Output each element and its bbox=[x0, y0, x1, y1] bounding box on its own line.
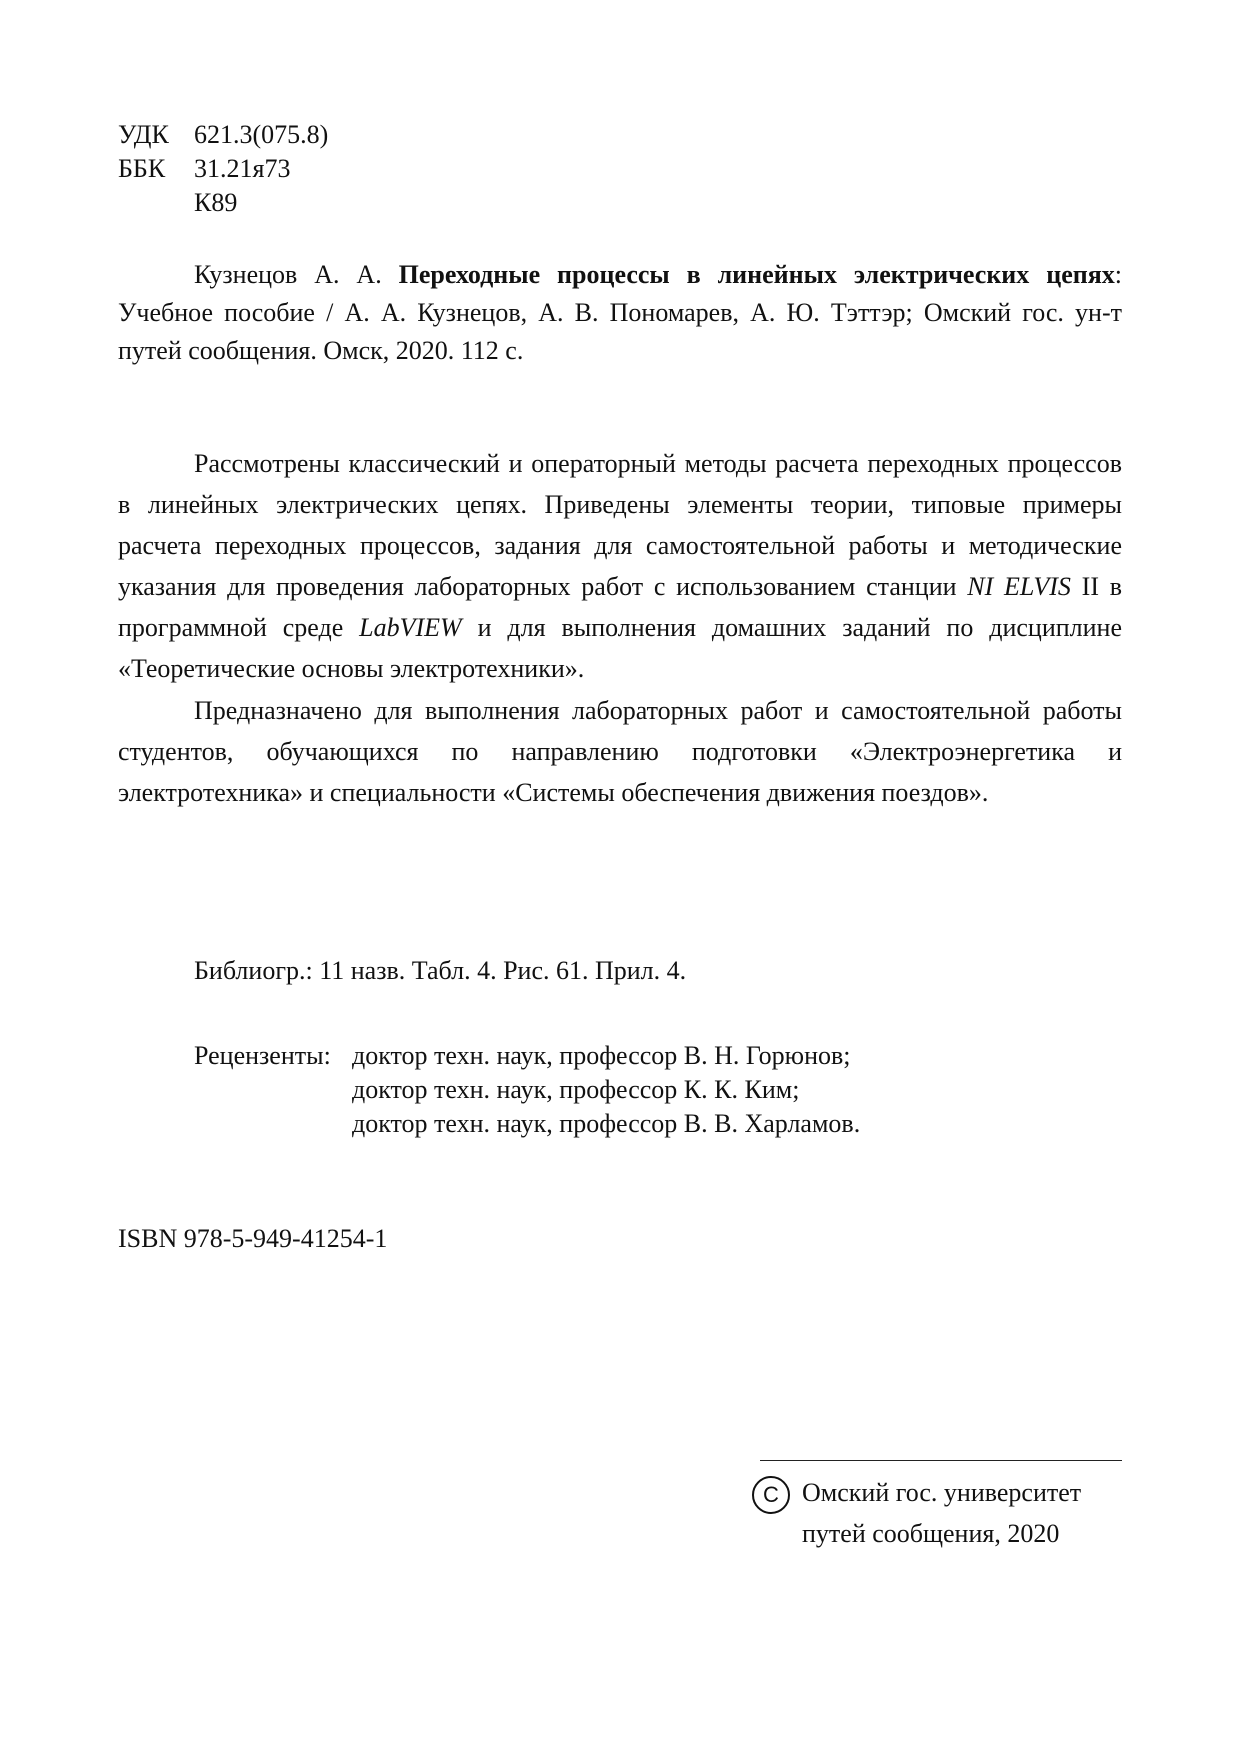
reviewer-item: доктор техн. наук, профессор В. В. Харламов. bbox=[352, 1109, 861, 1138]
annotation bbox=[118, 443, 1122, 813]
reviewers-block bbox=[194, 1039, 860, 1141]
classification-indices bbox=[118, 118, 328, 220]
bibliographic-record bbox=[118, 256, 1122, 370]
isbn: ISBN 978-5-949-41254-1 bbox=[118, 1224, 388, 1253]
reviewers-list bbox=[352, 1039, 860, 1141]
record-title: Переходные процессы в линейных электрических цепях bbox=[398, 260, 1115, 289]
record-details: : Учебное пособие / А. А. Кузнецов, А. В. Пономарев, А. Ю. Тэттэр; Омский гос. ун-т путей сообщения. Омск, 2020. 112 с. bbox=[118, 260, 1123, 365]
copyright-divider bbox=[760, 1460, 1122, 1461]
reviewer-item: доктор техн. наук, профессор К. К. Ким; bbox=[352, 1075, 800, 1104]
annotation-text: Рассмотрены классический и операторный методы расчета переходных процессов в линейных электрических цепях. Приведены элементы теории, типовые примеры расчета переходных процессов, задания для самостоятельной работы и методические указания для проведения лабораторных работ с использованием станции bbox=[118, 449, 1122, 601]
annotation-paragraph-1 bbox=[118, 443, 1122, 689]
bbk-value: 31.21я73 bbox=[194, 154, 291, 183]
bbk-row bbox=[118, 152, 328, 186]
annotation-paragraph-2: Предназначено для выполнения лабораторных работ и самостоятельной работы студентов, обучающихся по направлению подготовки «Электроэнергетика и электротехника» и специальности «Системы обеспечения движения поездов». bbox=[118, 696, 1122, 807]
udk-value: 621.3(075.8) bbox=[194, 120, 329, 149]
labview-term: LabVIEW bbox=[359, 613, 462, 642]
udk-row bbox=[118, 118, 328, 152]
udk-label: УДК bbox=[118, 120, 169, 149]
copyright-line-2: путей сообщения, 2020 bbox=[802, 1519, 1060, 1548]
record-author: Кузнецов А. А. bbox=[194, 260, 399, 289]
annotation-text: и для выполнения домашних заданий по дисциплине «Теоретические основы электротехники». bbox=[118, 613, 1122, 683]
copyright-icon: C bbox=[752, 1476, 790, 1514]
copyright-line-1: Омский гос. университет bbox=[802, 1478, 1082, 1507]
bbk-label: ББК bbox=[118, 154, 166, 183]
reviewer-item: доктор техн. наук, профессор В. Н. Горюнов; bbox=[352, 1041, 851, 1070]
annotation-text: II в программной среде bbox=[118, 572, 1122, 642]
reviewers-label: Рецензенты: bbox=[194, 1041, 331, 1070]
author-mark-row bbox=[118, 186, 328, 220]
ni-elvis-term: NI ELVIS bbox=[967, 572, 1071, 601]
copyright-block bbox=[752, 1472, 1081, 1554]
bibliography-counts: Библиогр.: 11 назв. Табл. 4. Рис. 61. Прил. 4. bbox=[194, 956, 687, 985]
author-mark: К89 bbox=[194, 188, 238, 217]
